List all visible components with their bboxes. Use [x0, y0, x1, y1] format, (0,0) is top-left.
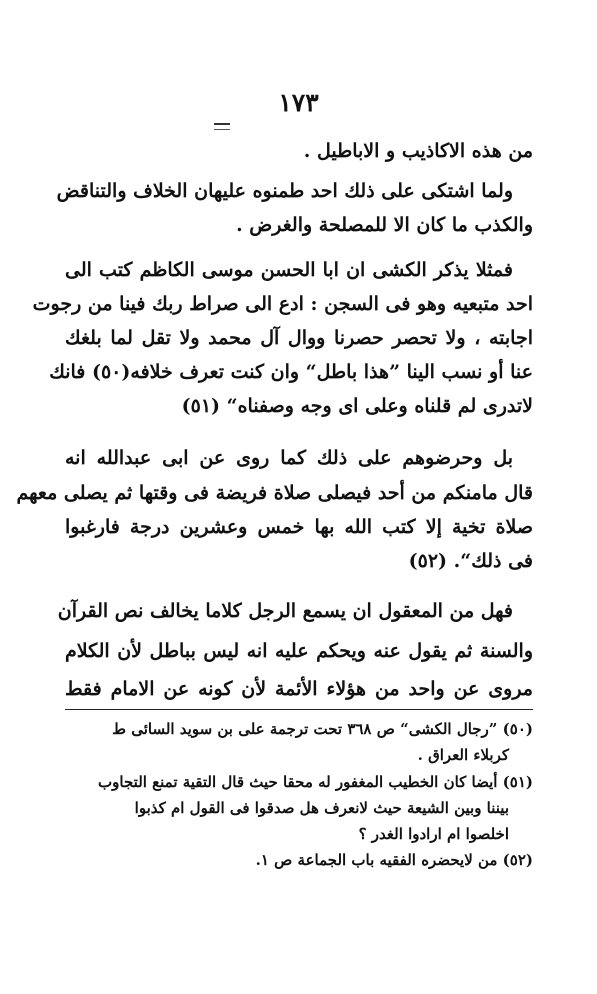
page-number: ١٧٣: [278, 88, 319, 117]
body-line: احد متبعيه وهو فى السجن : ادع الى صراط ربك فينا من رجوت: [32, 293, 533, 315]
footnote-line: (٥١) أيضا كان الخطيب المغفور له محقا حيث قال التقية تمنع التجاوب: [98, 773, 533, 791]
body-line: ولما اشتكى على ذلك احد طمنوه عليهان الخلاف والتناقض: [56, 180, 513, 202]
body-line: من هذه الاكاذيب و الاباطيل .: [303, 140, 533, 162]
footnote-line: كربلاء العراق .: [417, 746, 509, 764]
body-line: والسنة ثم يقول عنه ويحكم عليه انه ليس بباطل لأن الكلام: [65, 640, 533, 662]
body-line: فمثلا يذكر الكشى ان ابا الحسن موسى الكاظم كتب الى: [65, 259, 513, 281]
body-line: فى ذلك“. (٥٢): [408, 550, 533, 572]
body-line: اجابته ، ولا تحصر حصرنا ووال آل محمد ولا تقل لما بلغك: [65, 327, 533, 349]
body-line: لاتدرى لم قلناه وعلى اى وجه وصفناه“ (٥١): [181, 395, 533, 417]
footnote-line: بيننا وبين الشيعة حيث لانعرف هل صدقوا فى القول ام كذبوا: [134, 799, 509, 817]
body-line: والكذب ما كان الا للمصلحة والغرض .: [236, 214, 533, 236]
footnote-line: اخلصوا ام ارادوا الغدر ؟: [358, 825, 509, 843]
footnote-line: (٥٠) ”رجال الكشى“ ص ٣٦٨ تحت ترجمة على بن سويد السائى ط: [112, 720, 533, 738]
body-line: صلاة تخية إلا كتب الله بها خمس وعشرين درجة فارغبوا: [65, 516, 533, 538]
body-line: مروى عن واحد من هؤلاء الأئمة لأن كونه عن الامام فقط: [65, 678, 533, 700]
footnote-line: (٥٢) من لايحضره الفقيه باب الجماعة ص ١.: [255, 851, 533, 869]
body-line: قال مامنكم من أحد فيصلى صلاة فريضة فى وقتها ثم يصلى معهم: [16, 482, 533, 504]
body-line: فهل من المعقول ان يسمع الرجل كلاما يخالف نص القرآن: [57, 600, 513, 622]
body-line: بل وحرضوهم على ذلك كما روى عن ابى عبدالله انه: [65, 447, 513, 469]
ornament-mark: [214, 123, 230, 130]
footnote-rule: [65, 709, 533, 710]
body-line: عنا أو نسب الينا ”هذا باطل“ وان كنت تعرف خلافه(٥٠) فانك: [49, 361, 533, 383]
